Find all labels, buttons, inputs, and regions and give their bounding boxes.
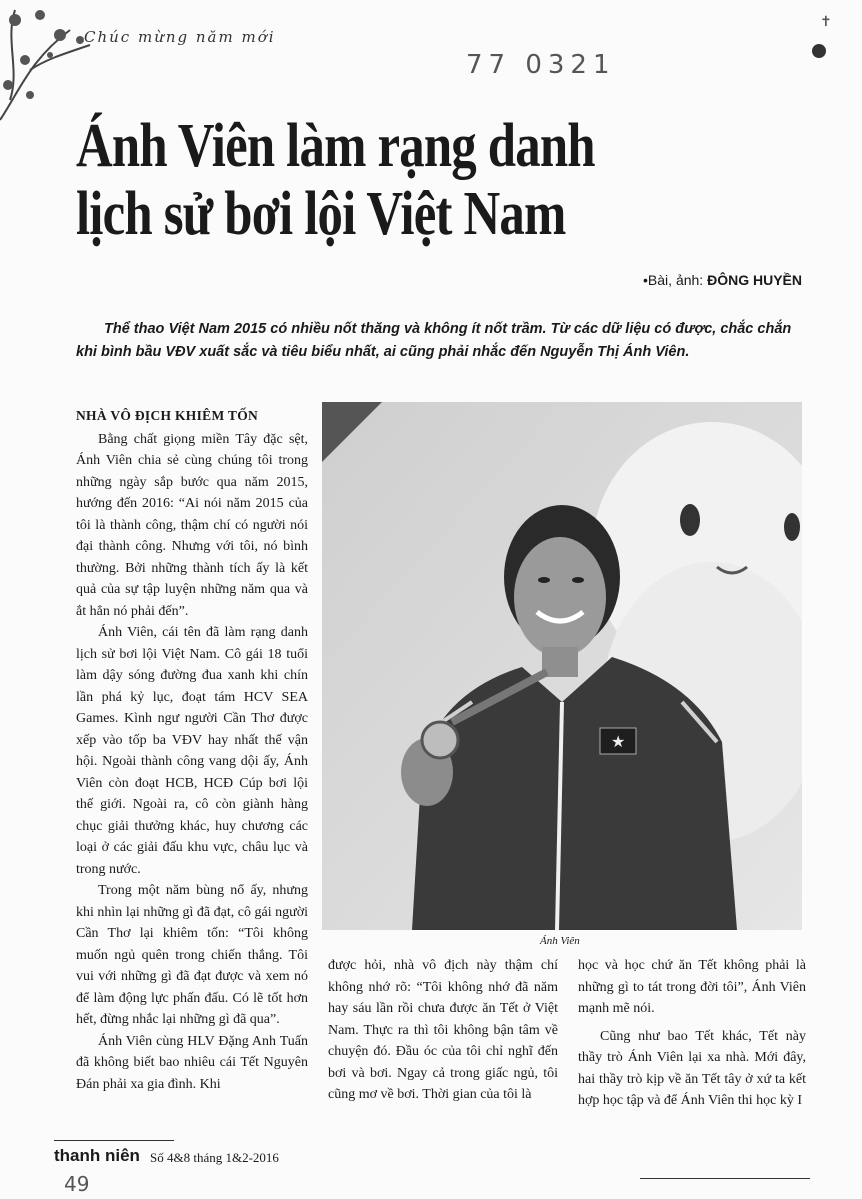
section-subhead: NHÀ VÔ ĐỊCH KHIÊM TỐN (76, 408, 259, 423)
lede-text: Thể thao Việt Nam 2015 có nhiều nốt thăng và không ít nốt trầm. Từ các dữ liệu có được, chắc chắn khi bình bầu VĐV xuất sắc và tiêu biểu nhất, ai cũng phải nhắc đến Nguyễn Thị Ánh Viên. (76, 321, 792, 360)
title-line-1: Ánh Viên làm rạng danh (76, 112, 595, 180)
byline-prefix: •Bài, ảnh: (643, 272, 708, 288)
athlete-photo (322, 402, 802, 930)
blossom-branch-decoration (0, 0, 110, 130)
photo-caption: Ánh Viên (540, 935, 580, 947)
paragraph: được hỏi, nhà vô địch này thậm chí không nhớ rõ: “Tôi không nhớ đã năm hay sáu lần rồi chưa được ăn Tết ở Việt Nam. Thực ra thì tôi không bận tâm về chuyện đó. Đầu óc của tôi chỉ nghĩ đến bơi và bơi. Ngay cả trong giấc ngủ, tôi cũng mơ về bơi. Thời gian của tôi là (328, 958, 558, 1102)
column-3 (578, 955, 806, 1112)
article-lede (76, 318, 796, 364)
paragraph: Ánh Viên, cái tên đã làm rạng danh lịch sử bơi lội Việt Nam. Cô gái 18 tuổi làm dậy sóng đường đua xanh khi chín lần phá kỷ lục, đoạt tám HCV SEA Games. Kình ngư người Cần Thơ được xếp vào tốp ba VĐV hay nhất thế vận hội. Ngoài thành công vang dội ấy, Ánh Viên còn đoạt HCB, HCĐ Cúp bơi lội thế giới. Ngoài ra, cô còn giành hàng chục giải thưởng khác, huy chương các loại ở các giải đấu khu vực, châu lục và trong nước. (76, 625, 308, 877)
handwritten-number: 77 0321 (466, 50, 616, 80)
byline-author: ĐÔNG HUYỀN (707, 272, 802, 288)
column-2 (328, 955, 558, 1106)
article-title (76, 112, 666, 248)
page-number: 49 (64, 1172, 90, 1196)
paragraph: Trong một năm bùng nổ ấy, nhưng khi nhìn lại những gì đã đạt, cô gái người Cần Thơ lại khiêm tốn: “Tôi không muốn ngủ quên trong chiến thắng. Tôi vui với những gì đã đạt được và xem nó để làm động lực phấn đấu. Có lẽ tốt hơn hết, đừng nhắc lại những gì đã qua”. (76, 883, 308, 1027)
paragraph: học và học chứ ăn Tết không phải là những gì to tát trong đời tôi”, Ánh Viên mạnh mẽ nói. (578, 958, 806, 1016)
publication-logo: thanh niên (54, 1146, 140, 1165)
greeting-script: Chúc mừng năm mới (84, 28, 276, 46)
paragraph: Cũng như bao Tết khác, Tết này thầy trò Ánh Viên lại xa nhà. Mới đây, hai thầy trò kịp về ăn Tết tây ở xứ ta kết hợp học tập và để Ánh Viên thi học kỳ I (578, 1028, 806, 1108)
footer-rule-left (54, 1140, 174, 1141)
footer-rule-right (640, 1178, 810, 1179)
byline (643, 272, 802, 288)
issue-info: Số 4&8 tháng 1&2-2016 (150, 1150, 279, 1165)
bullet-dot-icon (812, 44, 826, 58)
title-line-2: lịch sử bơi lội Việt Nam (76, 180, 566, 248)
column-1 (76, 405, 308, 1095)
paragraph: Ánh Viên cùng HLV Đặng Anh Tuấn đã không biết bao nhiêu cái Tết Nguyên Đán phải xa gia đình. Khi (76, 1033, 308, 1092)
photo-illustration (322, 402, 802, 930)
ornament-icon: ✝ (820, 15, 832, 30)
svg-text:★: ★ (611, 732, 626, 751)
paragraph: Bằng chất giọng miền Tây đặc sệt, Ánh Viên chia sẻ cùng chúng tôi trong những ngày sắp bước qua năm 2015, hướng đến 2016: “Ai nói năm 2015 của tôi là thành công, thậm chí có người nói đại thành công. Nhưng với tôi, nó bình thường. Bởi những thành tích ấy là kết quả của sự tập luyện những năm qua và ắt hẳn nó phải đến”. (76, 431, 308, 619)
